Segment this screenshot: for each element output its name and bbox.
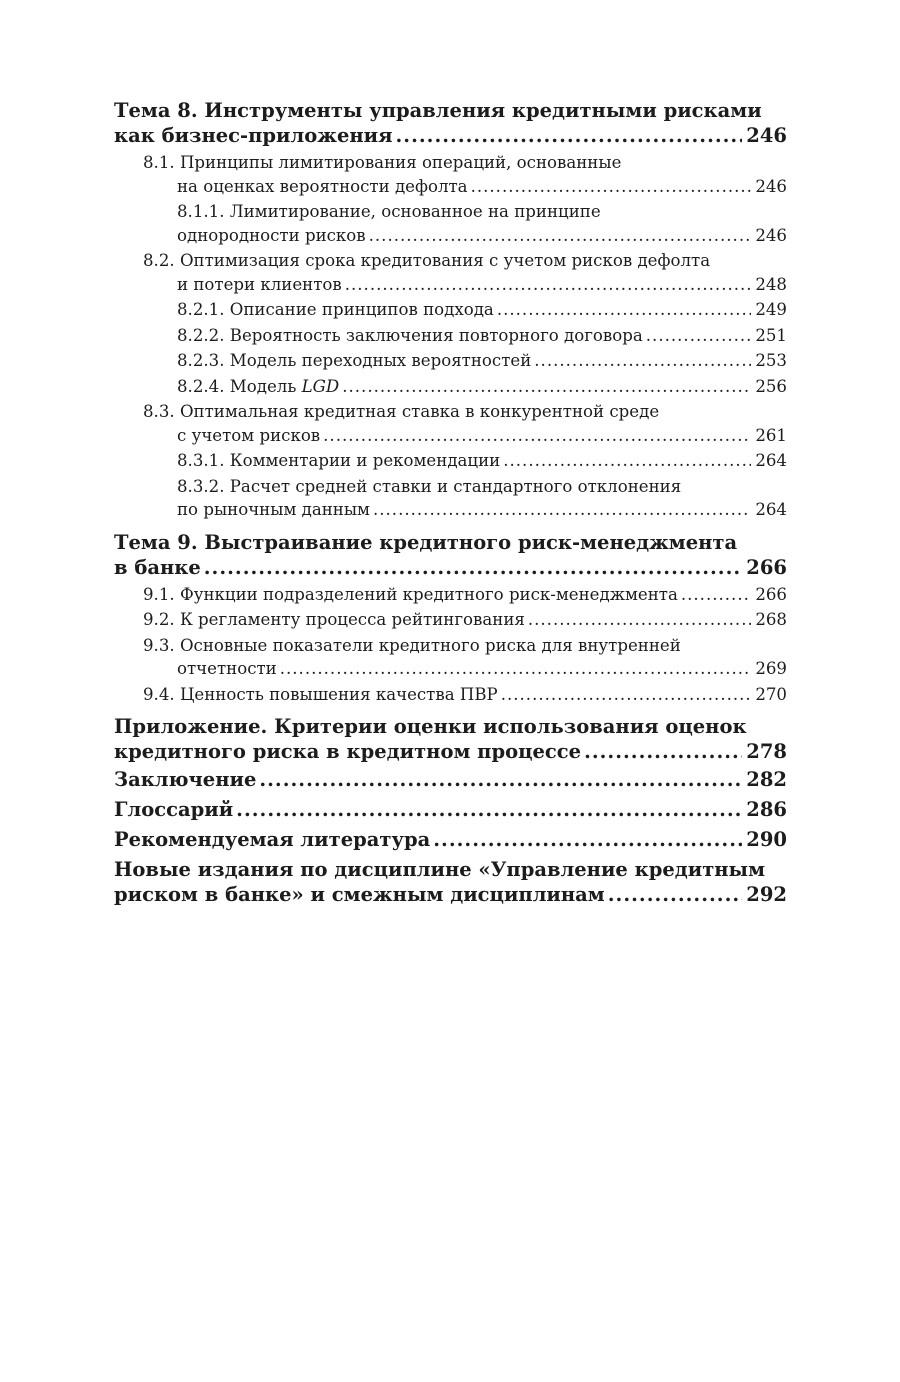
dot-leader <box>280 657 752 681</box>
dot-leader <box>503 449 751 473</box>
page-number: 256 <box>755 376 787 396</box>
dot-leader <box>369 224 752 248</box>
dot-leader <box>497 298 751 322</box>
toc-title-line: Глоссарий <box>114 798 234 821</box>
page-number: 282 <box>746 768 787 791</box>
toc-subsection-8-3-1 <box>114 449 787 473</box>
toc-title-line: Приложение. Критерии оценки использования оценок <box>114 715 747 738</box>
page-number: 292 <box>746 883 787 906</box>
toc-title-line: 8.2.3. Модель переходных вероятностей <box>177 351 532 370</box>
page-number: 249 <box>755 300 787 319</box>
dot-leader <box>608 882 743 907</box>
toc-title-line: и потери клиентов <box>177 274 342 294</box>
toc-subsection-8-2-2 <box>114 324 787 348</box>
toc-title-line: 9.2. К регламенту процесса рейтингования <box>143 610 525 629</box>
toc-section-8-2 <box>114 249 787 296</box>
page-number: 246 <box>755 225 787 245</box>
toc-title-line: 8.2.4. Модель <box>177 376 302 396</box>
toc-section-9-2 <box>114 608 787 632</box>
toc-title-line: 8.3.2. Расчет средней ставки и стандартного отклонения <box>177 476 682 496</box>
dot-leader <box>236 797 742 822</box>
toc-title-line: однородности рисков <box>177 225 366 245</box>
toc-title-line: 8.1. Принципы лимитирования операций, основанные <box>143 153 622 172</box>
page-number: 264 <box>755 451 787 470</box>
toc-title-line: Тема 9. Выстраивание кредитного риск-менеджмента <box>114 530 738 554</box>
toc-conclusion <box>114 767 787 792</box>
toc-title-line: 9.4. Ценность повышения качества ПВР <box>143 684 498 704</box>
toc-title-italic: LGD <box>301 376 340 396</box>
toc-title-line: 8.2.1. Описание принципов подхода <box>177 300 494 319</box>
toc-section-9-1 <box>114 583 787 607</box>
page-number: 246 <box>755 176 787 196</box>
page-number: 266 <box>746 555 787 579</box>
toc-section-8-1 <box>114 151 787 198</box>
toc-section-9-4 <box>114 683 787 707</box>
toc-title-line: 8.2. Оптимизация срока кредитования с учетом рисков дефолта <box>143 251 711 270</box>
dot-leader <box>373 498 751 522</box>
toc-subsection-8-2-1 <box>114 298 787 322</box>
dot-leader <box>342 375 751 399</box>
dot-leader <box>584 739 742 764</box>
dot-leader <box>396 123 743 148</box>
dot-leader <box>646 324 752 348</box>
toc-topic-8 <box>114 98 787 148</box>
dot-leader <box>433 827 742 852</box>
toc-title-line: 8.3. Оптимальная кредитная ставка в конкурентной среде <box>143 402 660 421</box>
table-of-contents <box>114 98 787 912</box>
dot-leader <box>534 349 751 373</box>
page-number: 290 <box>746 828 787 851</box>
toc-title-line: отчетности <box>177 659 277 678</box>
toc-title-line: по рыночным данным <box>177 500 370 519</box>
toc-recommended-literature <box>114 827 787 852</box>
toc-subsection-8-2-4 <box>114 375 787 399</box>
page-number: 253 <box>755 351 787 370</box>
toc-title-line: Новые издания по дисциплине «Управление кредитным <box>114 858 766 881</box>
page-number: 268 <box>755 610 787 629</box>
dot-leader <box>501 683 752 707</box>
toc-title-line: на оценках вероятности дефолта <box>177 176 468 196</box>
toc-title-line: Тема 8. Инструменты управления кредитными рисками <box>114 99 762 122</box>
toc-title-line: 8.3.1. Комментарии и рекомендации <box>177 451 501 470</box>
page-number: 246 <box>746 124 787 147</box>
toc-title-line: с учетом рисков <box>177 425 321 445</box>
toc-appendix <box>114 714 787 764</box>
dot-leader <box>681 583 751 607</box>
toc-topic-9 <box>114 530 787 580</box>
dot-leader <box>204 555 743 580</box>
page-number: 270 <box>755 684 787 704</box>
toc-new-editions <box>114 857 787 907</box>
dot-leader <box>528 608 751 632</box>
toc-subsection-8-3-2 <box>114 475 787 522</box>
dot-leader <box>259 767 742 792</box>
toc-title-line: 9.3. Основные показатели кредитного риска для внутренней <box>143 635 681 655</box>
toc-subsection-8-1-1 <box>114 200 787 247</box>
toc-title-line: Заключение <box>114 768 257 791</box>
toc-title-line: как бизнес-приложения <box>114 124 393 147</box>
toc-title-line: кредитного риска в кредитном процессе <box>114 740 582 763</box>
page-number: 286 <box>746 798 787 821</box>
toc-title-line: 9.1. Функции подразделений кредитного риск-менеджмента <box>143 584 678 604</box>
toc-glossary <box>114 797 787 822</box>
toc-section-8-3 <box>114 400 787 447</box>
page-number: 266 <box>755 584 787 604</box>
toc-subsection-8-2-3 <box>114 349 787 373</box>
toc-title-line: Рекомендуемая литература <box>114 828 431 851</box>
page-number: 264 <box>755 500 787 519</box>
toc-title-line: в банке <box>114 555 201 579</box>
toc-title-line: 8.1.1. Лимитирование, основанное на принципе <box>177 202 601 221</box>
page-number: 269 <box>755 659 787 678</box>
dot-leader <box>471 175 752 199</box>
dot-leader <box>345 273 752 297</box>
page-number: 261 <box>755 425 787 445</box>
page-number: 251 <box>755 325 787 345</box>
toc-section-9-3 <box>114 634 787 681</box>
page-number: 248 <box>755 274 787 294</box>
page-number: 278 <box>746 740 787 763</box>
dot-leader <box>323 424 751 448</box>
toc-title-line: 8.2.2. Вероятность заключения повторного договора <box>177 325 643 345</box>
toc-title-line: риском в банке» и смежным дисциплинам <box>114 883 605 906</box>
